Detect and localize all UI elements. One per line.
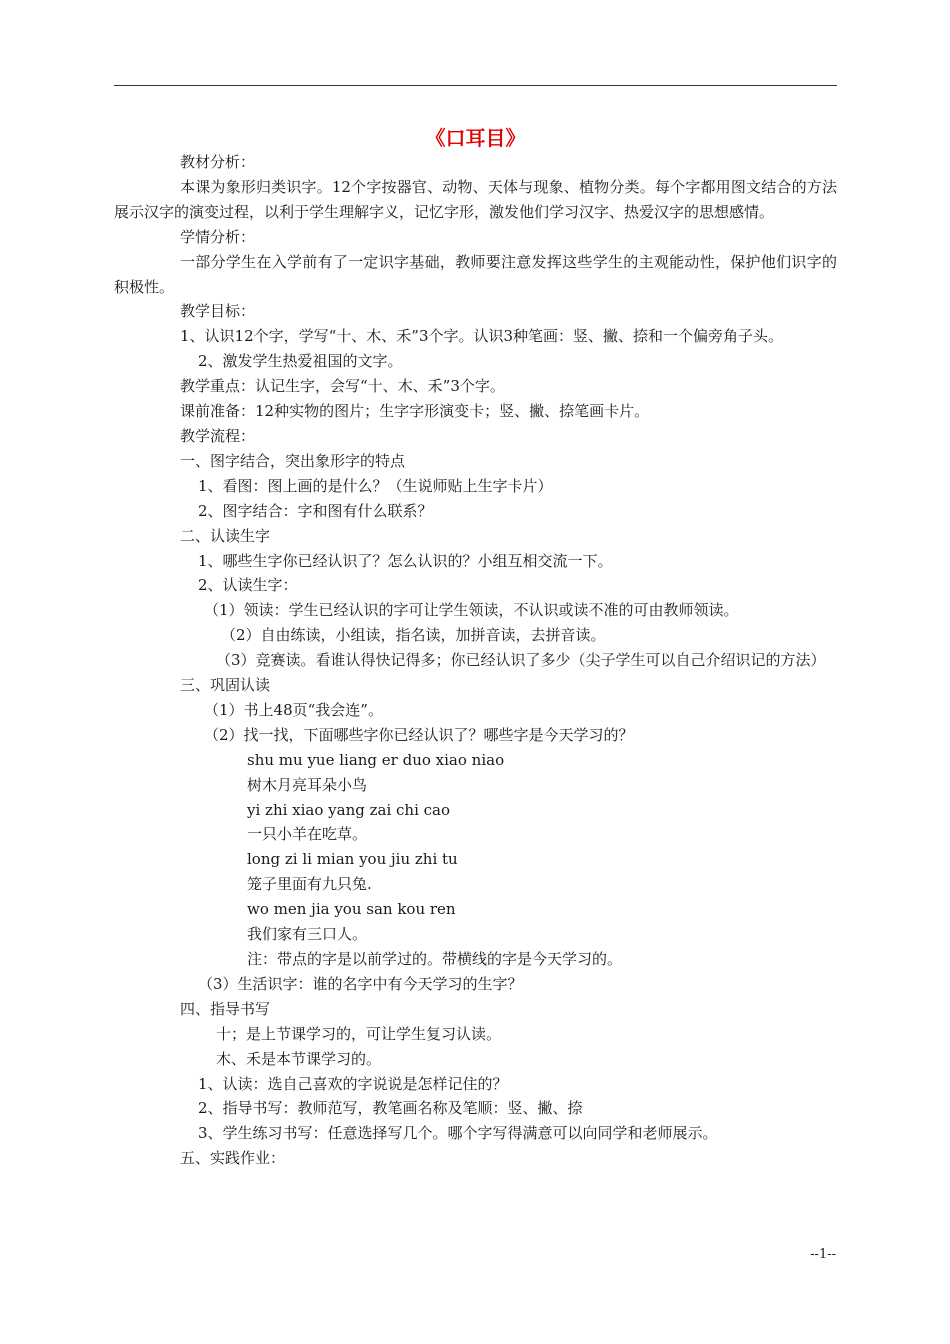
page-number: --1-- (810, 1247, 836, 1262)
step-item: 2、图字结合：字和图有什么联系？ (198, 501, 433, 520)
note-line: 注：带点的字是以前学过的。带横线的字是今天学习的。 (247, 950, 623, 968)
hanzi-line: 我们家有三口人。 (247, 925, 368, 944)
step-heading: 五、实践作业： (180, 1149, 286, 1168)
step-heading: 二、认读生字 (180, 526, 271, 545)
hanzi-line: 树木月亮耳朵小鸟 (247, 775, 368, 794)
paragraph: 本课为象形归类识字。12个字按器官、动物、天体与现象、植物分类。每个字都用图文结合的方法展示汉字的演变过程，以利于学生理解字义，记忆字形，激发他们学习汉字、热爱汉字的思想感情。 (114, 177, 837, 221)
step-item: 1、认读：选自己喜欢的字说说是怎样记住的？ (198, 1074, 508, 1093)
hanzi-line: 一只小羊在吃草。 (247, 825, 368, 844)
pinyin-line: long zi li mian you jiu zhi tu (247, 850, 458, 869)
hanzi-line: 笼子里面有九只兔. (247, 875, 372, 894)
section-heading: 教学目标： (180, 302, 256, 321)
key-point: 教学重点：认记生字，会写“十、木、禾”3个字。 (180, 377, 505, 396)
step-heading: 四、指导书写 (180, 999, 271, 1018)
preparation: 课前准备：12种实物的图片；生字字形演变卡；竖、撇、捺笔画卡片。 (180, 402, 650, 421)
pinyin-line: yi zhi xiao yang zai chi cao (247, 800, 451, 819)
sub-step-item: （1）领读：学生已经认识的字可让学生领读，不认识或读不准的可由教师领读。 (204, 601, 739, 620)
step-heading: 三、巩固认读 (180, 676, 271, 695)
paragraph: 一部分学生在入学前有了一定识字基础，教师要注意发挥这些学生的主观能动性，保护他们识字的积极性。 (114, 252, 837, 296)
section-heading: 教学流程： (180, 426, 256, 445)
pinyin-line: wo men jia you san kou ren (247, 900, 456, 919)
step-heading: 一、图字结合，突出象形字的特点 (180, 451, 406, 470)
step-item: 1、看图：图上画的是什么？（生说师贴上生字卡片） (198, 476, 553, 495)
writing-note: 木、禾是本节课学习的。 (216, 1049, 382, 1068)
writing-note: 十；是上节课学习的，可让学生复习认读。 (216, 1024, 502, 1043)
document-body (114, 150, 837, 1171)
header-rule (114, 85, 837, 86)
step-item: 3、学生练习书写：任意选择写几个。哪个字写得满意可以向同学和老师展示。 (198, 1124, 718, 1143)
page-title: 《口耳目》 (425, 126, 526, 150)
step-item: 2、指导书写：教师范写，教笔画名称及笔顺：竖、撇、捺 (198, 1099, 583, 1118)
sub-step-item: （1）书上48页“我会连”。 (204, 700, 383, 719)
sub-step-item: （3）竞赛读。看谁认得快记得多；你已经认识了多少（尖子学生可以自己介绍识记的方法） (216, 651, 826, 670)
section-heading: 教材分析： (180, 153, 256, 171)
step-item: 1、哪些生字你已经认识了？怎么认识的？小组互相交流一下。 (198, 551, 613, 570)
pinyin-line: shu mu yue liang er duo xiao niao (247, 750, 505, 769)
step-item: 2、认读生字： (198, 576, 298, 595)
objective-item: 2、激发学生热爱祖国的文字。 (198, 352, 403, 371)
sub-step-item: （2）找一找，下面哪些字你已经认识了？哪些字是今天学习的？ (204, 725, 634, 744)
sub-step-item: （2）自由练读，小组读，指名读，加拼音读，去拼音读。 (221, 626, 606, 645)
objective-item: 1、认识12个字，学写“十、木、禾”3个字。认识3种笔画：竖、撇、捺和一个偏旁角子头。 (180, 327, 784, 346)
sub-step-item: （3）生活识字：谁的名字中有今天学习的生字？ (198, 974, 523, 993)
section-heading: 学情分析： (180, 227, 256, 246)
